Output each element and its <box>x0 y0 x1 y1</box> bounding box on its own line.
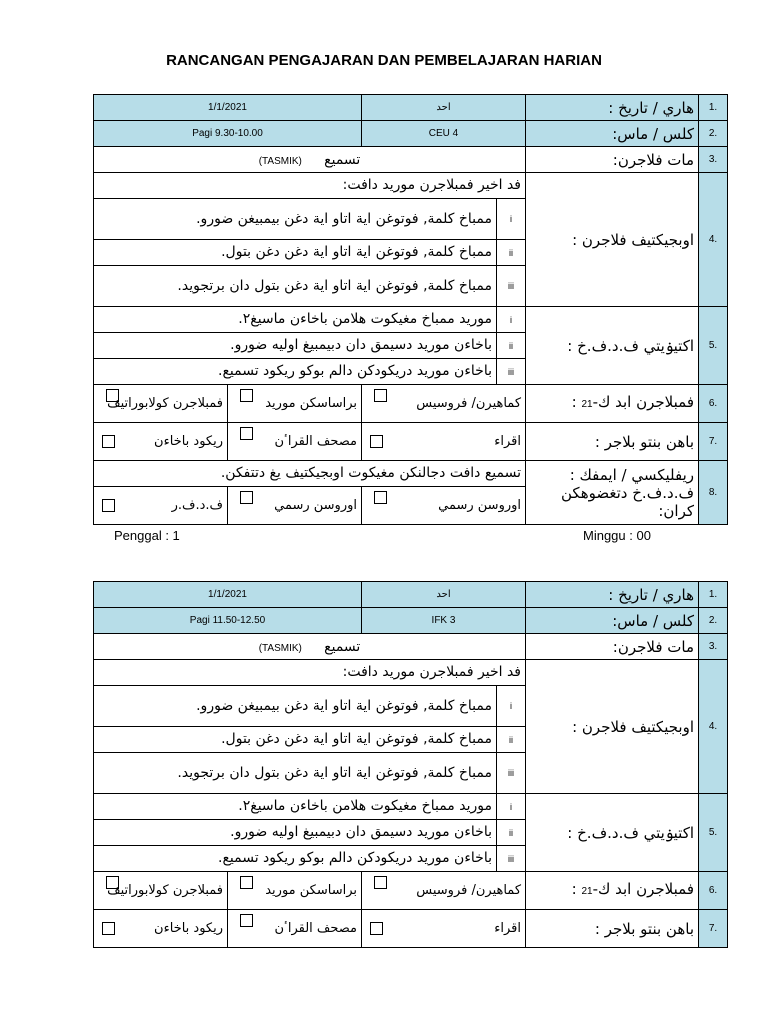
material-option-3[interactable]: ريكود باخاءن <box>94 910 228 948</box>
day-cell: احد <box>362 95 526 121</box>
checkbox[interactable] <box>102 922 115 935</box>
roman-numeral: iii <box>497 846 526 872</box>
objective-label: اوبجيكتيف فلاجرن : <box>526 173 699 307</box>
material-option-3[interactable]: ريكود باخاءن <box>94 423 228 461</box>
checkbox[interactable] <box>370 435 383 448</box>
activity-iii: باخاءن موريد دريكودكن دالم بوكو ريكود تسميع. <box>94 359 497 385</box>
activity-label: اكتيۏيتي ف.د.ف.خ : <box>526 794 699 872</box>
row-number: 4. <box>699 173 728 307</box>
roman-numeral: i <box>497 686 526 727</box>
time-cell: Pagi 9.30-10.00 <box>94 121 362 147</box>
checkbox[interactable] <box>106 876 119 889</box>
reflection-option-3[interactable]: ف.د.ف.ر <box>94 487 228 525</box>
pabad-option-1[interactable]: كماهيرن/ فروسيس <box>362 385 526 423</box>
date-cell: 1/1/2021 <box>94 582 362 608</box>
subject-en: (TASMIK) <box>258 642 302 654</box>
pabad-option-3[interactable]: فمبلاجرن كولابوراتيف <box>94 385 228 423</box>
pabad-option-3[interactable]: فمبلاجرن كولابوراتيف <box>94 872 228 910</box>
row-number: 2. <box>699 121 728 147</box>
row-number: 5. <box>699 794 728 872</box>
roman-numeral: i <box>497 199 526 240</box>
checkbox[interactable] <box>102 435 115 448</box>
date-label: هاري / تاريخ : <box>526 95 699 121</box>
objective-label: اوبجيكتيف فلاجرن : <box>526 660 699 794</box>
row-number: 6. <box>699 385 728 423</box>
date-cell: 1/1/2021 <box>94 95 362 121</box>
subject-ar: تسميع <box>324 151 361 168</box>
activity-iii: باخاءن موريد دريكودكن دالم بوكو ريكود تسميع. <box>94 846 497 872</box>
lesson-table-1 <box>93 94 728 525</box>
pabad-option-2[interactable]: براساسكن موريد <box>228 872 362 910</box>
objective-intro: فد اخير فمبلاجرن موريد دافت: <box>94 173 526 199</box>
activity-ii: باخاءن موريد دسيمق دان دبيمبيغ اوليه ضورو. <box>94 333 497 359</box>
checkbox[interactable] <box>102 499 115 512</box>
subject-cell <box>94 634 526 660</box>
row-number: 5. <box>699 307 728 385</box>
roman-numeral: iii <box>497 359 526 385</box>
activity-label: اكتيۏيتي ف.د.ف.خ : <box>526 307 699 385</box>
material-option-2[interactable]: مصحف القراٴن <box>228 423 362 461</box>
material-option-2[interactable]: مصحف القراٴن <box>228 910 362 948</box>
lesson-table-2 <box>93 581 728 948</box>
roman-numeral: i <box>497 794 526 820</box>
pabad-option-1[interactable]: كماهيرن/ فروسيس <box>362 872 526 910</box>
subject-en: (TASMIK) <box>258 155 302 167</box>
subject-ar: تسميع <box>324 638 361 655</box>
row-number: 2. <box>699 608 728 634</box>
activity-i: موريد ممباخ مغيكوت هلامن باخاءن ماسيغ٢. <box>94 794 497 820</box>
row-number: 7. <box>699 423 728 461</box>
checkbox[interactable] <box>240 427 253 440</box>
objective-i: ممباخ كلمة, فوتوغن اية اتاو اية دغن بيمبيغن ضورو. <box>94 199 497 240</box>
subject-cell <box>94 147 526 173</box>
row-number: 6. <box>699 872 728 910</box>
reflection-option-2[interactable]: اوروسن رسمي <box>228 487 362 525</box>
time-cell: Pagi 11.50-12.50 <box>94 608 362 634</box>
reflection-option-1[interactable]: اوروسن رسمي <box>362 487 526 525</box>
row-number: 3. <box>699 634 728 660</box>
subject-label: مات فلاجرن: <box>526 147 699 173</box>
pabad-label: فمبلاجرن ابد ك-21 : <box>526 385 699 423</box>
roman-numeral: iii <box>497 266 526 307</box>
class-cell: CEU 4 <box>362 121 526 147</box>
objective-i: ممباخ كلمة, فوتوغن اية اتاو اية دغن بيمبيغن ضورو. <box>94 686 497 727</box>
date-label: هاري / تاريخ : <box>526 582 699 608</box>
checkbox[interactable] <box>240 389 253 402</box>
roman-numeral: iii <box>497 753 526 794</box>
checkbox[interactable] <box>106 389 119 402</box>
objective-iii: ممباخ كلمة, فوتوغن اية اتاو اية دغن بتول دان برتجويد. <box>94 266 497 307</box>
subject-label: مات فلاجرن: <box>526 634 699 660</box>
checkbox[interactable] <box>374 389 387 402</box>
objective-ii: ممباخ كلمة, فوتوغن اية اتاو اية دغن دغن بتول. <box>94 240 497 266</box>
footer-week: Minggu : 00 <box>583 528 651 543</box>
checkbox[interactable] <box>374 876 387 889</box>
row-number: 3. <box>699 147 728 173</box>
row-number: 4. <box>699 660 728 794</box>
row-number: 7. <box>699 910 728 948</box>
roman-numeral: ii <box>497 333 526 359</box>
material-option-1[interactable]: اقراء <box>362 423 526 461</box>
document-title: RANCANGAN PENGAJARAN DAN PEMBELAJARAN HARIAN <box>166 52 602 69</box>
footer-term: Penggal : 1 <box>114 528 180 543</box>
roman-numeral: ii <box>497 240 526 266</box>
row-number: 1. <box>699 95 728 121</box>
checkbox[interactable] <box>370 922 383 935</box>
checkbox[interactable] <box>240 914 253 927</box>
checkbox[interactable] <box>240 491 253 504</box>
row-number: 1. <box>699 582 728 608</box>
material-label: باهن بنتو بلاجر : <box>526 423 699 461</box>
objective-intro: فد اخير فمبلاجرن موريد دافت: <box>94 660 526 686</box>
class-label: كلس / ماس: <box>526 121 699 147</box>
checkbox[interactable] <box>240 876 253 889</box>
roman-numeral: i <box>497 307 526 333</box>
roman-numeral: ii <box>497 727 526 753</box>
day-cell: احد <box>362 582 526 608</box>
activity-ii: باخاءن موريد دسيمق دان دبيمبيغ اوليه ضورو. <box>94 820 497 846</box>
objective-iii: ممباخ كلمة, فوتوغن اية اتاو اية دغن بتول دان برتجويد. <box>94 753 497 794</box>
objective-ii: ممباخ كلمة, فوتوغن اية اتاو اية دغن دغن بتول. <box>94 727 497 753</box>
material-label: باهن بنتو بلاجر : <box>526 910 699 948</box>
roman-numeral: ii <box>497 820 526 846</box>
checkbox[interactable] <box>374 491 387 504</box>
class-cell: IFK 3 <box>362 608 526 634</box>
row-number: 8. <box>699 461 728 525</box>
pabad-option-2[interactable]: براساسكن موريد <box>228 385 362 423</box>
reflection-label: ريفليكسي / ايمفك : ف.د.ف.خ دتغضوهكن كران: <box>526 461 699 525</box>
material-option-1[interactable]: اقراء <box>362 910 526 948</box>
pabad-label: فمبلاجرن ابد ك-21 : <box>526 872 699 910</box>
activity-i: موريد ممباخ مغيكوت هلامن باخاءن ماسيغ٢. <box>94 307 497 333</box>
class-label: كلس / ماس: <box>526 608 699 634</box>
reflection-text: تسميع دافت دجالنكن مغيكوت اوبجيكتيف يغ دتتفكن. <box>94 461 526 487</box>
